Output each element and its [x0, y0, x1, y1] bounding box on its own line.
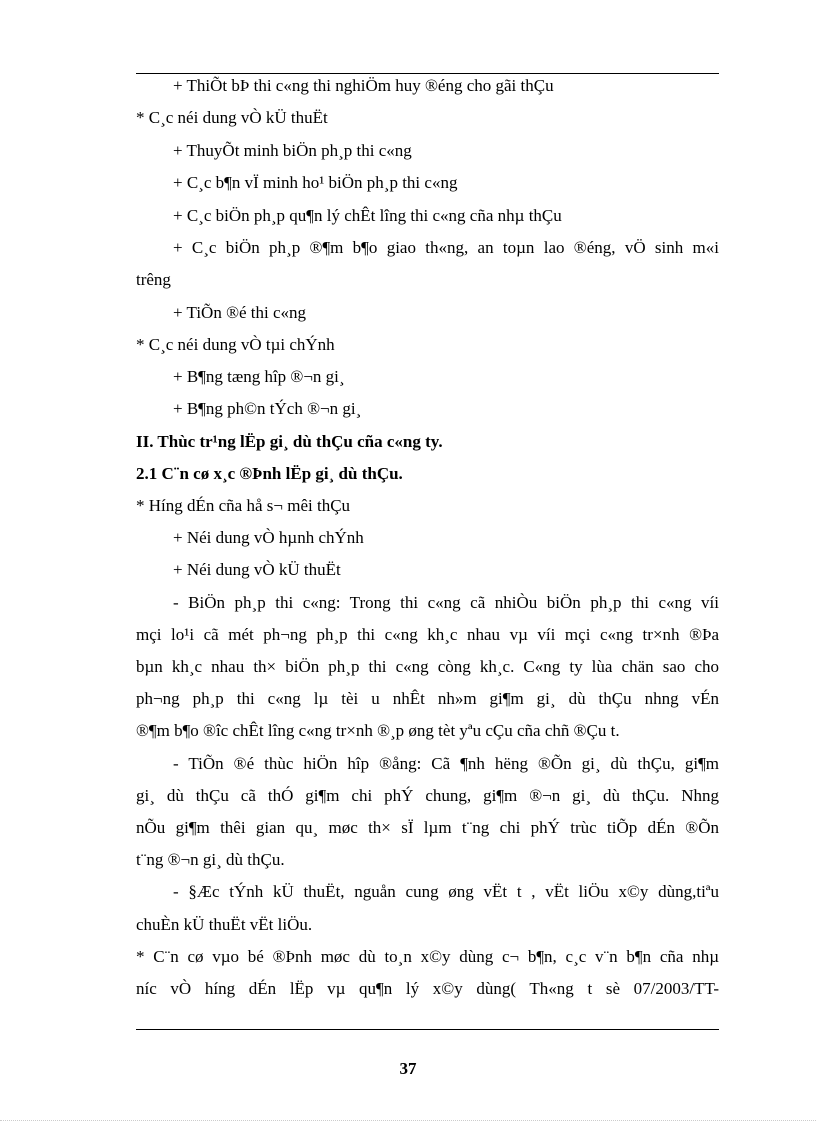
section-heading: II. Thùc tr¹ng lËp gi¸ dù thÇu cña c«ng ty. [136, 432, 443, 451]
text-line: + Néi dung vÒ hµnh chÝnh [173, 528, 364, 547]
page-number: 37 [399, 1059, 417, 1078]
subsection-heading: 2.1 C¨n cø x¸c ®Þnh lËp gi¸ dù thÇu. [136, 464, 403, 483]
text-line: t¨ng ®¬n gi¸ dù thÇu. [136, 850, 285, 869]
text-line: chuÈn kÜ thuËt vËt liÖu. [136, 915, 313, 934]
text-line: ®¶m b¶o ®îc chÊt lîng c«ng tr×nh ®¸p øng tèt yªu cÇu cña chñ ®Çu t. [136, 721, 620, 740]
text-line: mçi lo¹i cã mét ph¬ng ph¸p thi c«ng kh¸c nhau vµ víi mçi c«ng tr×nh ®Þa [136, 625, 719, 644]
text-line: - §Æc tÝnh kÜ thuËt, nguån cung øng vËt t , vËt liÖu x©y dùng,tiªu [173, 882, 719, 901]
text-line: níc vÒ híng dÉn lËp vµ qu¶n lý x©y dùng( Th«ng t sè 07/2003/TT- [136, 979, 719, 998]
text-line: nÕu gi¶m thêi gian qu¸ møc th× sÏ lµm t¨ng chi phÝ trùc tiÕp dÉn ®Õn [136, 818, 719, 837]
text-line: bµn kh¸c nhau th× biÖn ph¸p thi c«ng còng kh¸c. C«ng ty lùa chän sao cho [136, 657, 719, 676]
text-line: trêng [136, 270, 171, 289]
text-line: + B¶ng ph©n tÝch ®¬n gi¸ [173, 399, 362, 418]
text-line: * C¸c néi dung vÒ kÜ thuËt [136, 108, 328, 127]
footer-rule [136, 1029, 719, 1030]
text-line: + TiÕn ®é thi c«ng [173, 303, 307, 322]
text-line: - BiÖn ph¸p thi c«ng: Trong thi c«ng cã nhiÒu biÖn ph¸p thi c«ng víi [173, 593, 719, 612]
text-line: + Néi dung vÒ kÜ thuËt [173, 560, 341, 579]
text-line: + C¸c b¶n vÏ minh ho¹ biÖn ph¸p thi c«ng [173, 173, 458, 192]
text-line: + C¸c biÖn ph¸p qu¶n lý chÊt lîng thi c«ng cña nhµ thÇu [173, 206, 562, 225]
text-line: * C¨n cø vµo bé ®Þnh møc dù to¸n x©y dùng c¬ b¶n, c¸c v¨n b¶n cña nhµ [136, 947, 719, 966]
text-line: ph¬ng ph¸p thi c«ng lµ tèi u nhÊt nh»m gi¶m gi¸ dù thÇu nhng vÉn [136, 689, 719, 708]
text-line: gi¸ dù thÇu cã thÓ gi¶m chi phÝ chung, gi¶m ®¬n gi¸ dù thÇu. Nhng [136, 786, 719, 805]
text-line: - TiÕn ®é thùc hiÖn hîp ®ång: Cã ¶nh hëng ®Õn gi¸ dù thÇu, gi¶m [173, 754, 719, 773]
text-line: + C¸c biÖn ph¸p ®¶m b¶o giao th«ng, an toµn lao ®éng, vÖ sinh m«i [173, 238, 719, 257]
text-line: + ThuyÕt minh biÖn ph¸p thi c«ng [173, 141, 412, 160]
text-line: * C¸c néi dung vÒ tµi chÝnh [136, 335, 335, 354]
header-rule [136, 73, 719, 74]
text-line: + ThiÕt bÞ thi c«ng thi nghiÖm huy ®éng cho gãi thÇu [173, 76, 554, 95]
text-line: * Híng dÉn cña hå s¬ mêi thÇu [136, 496, 351, 515]
text-line: + B¶ng tæng hîp ®¬n gi¸ [173, 367, 345, 386]
page-edge-divider [0, 1120, 816, 1121]
